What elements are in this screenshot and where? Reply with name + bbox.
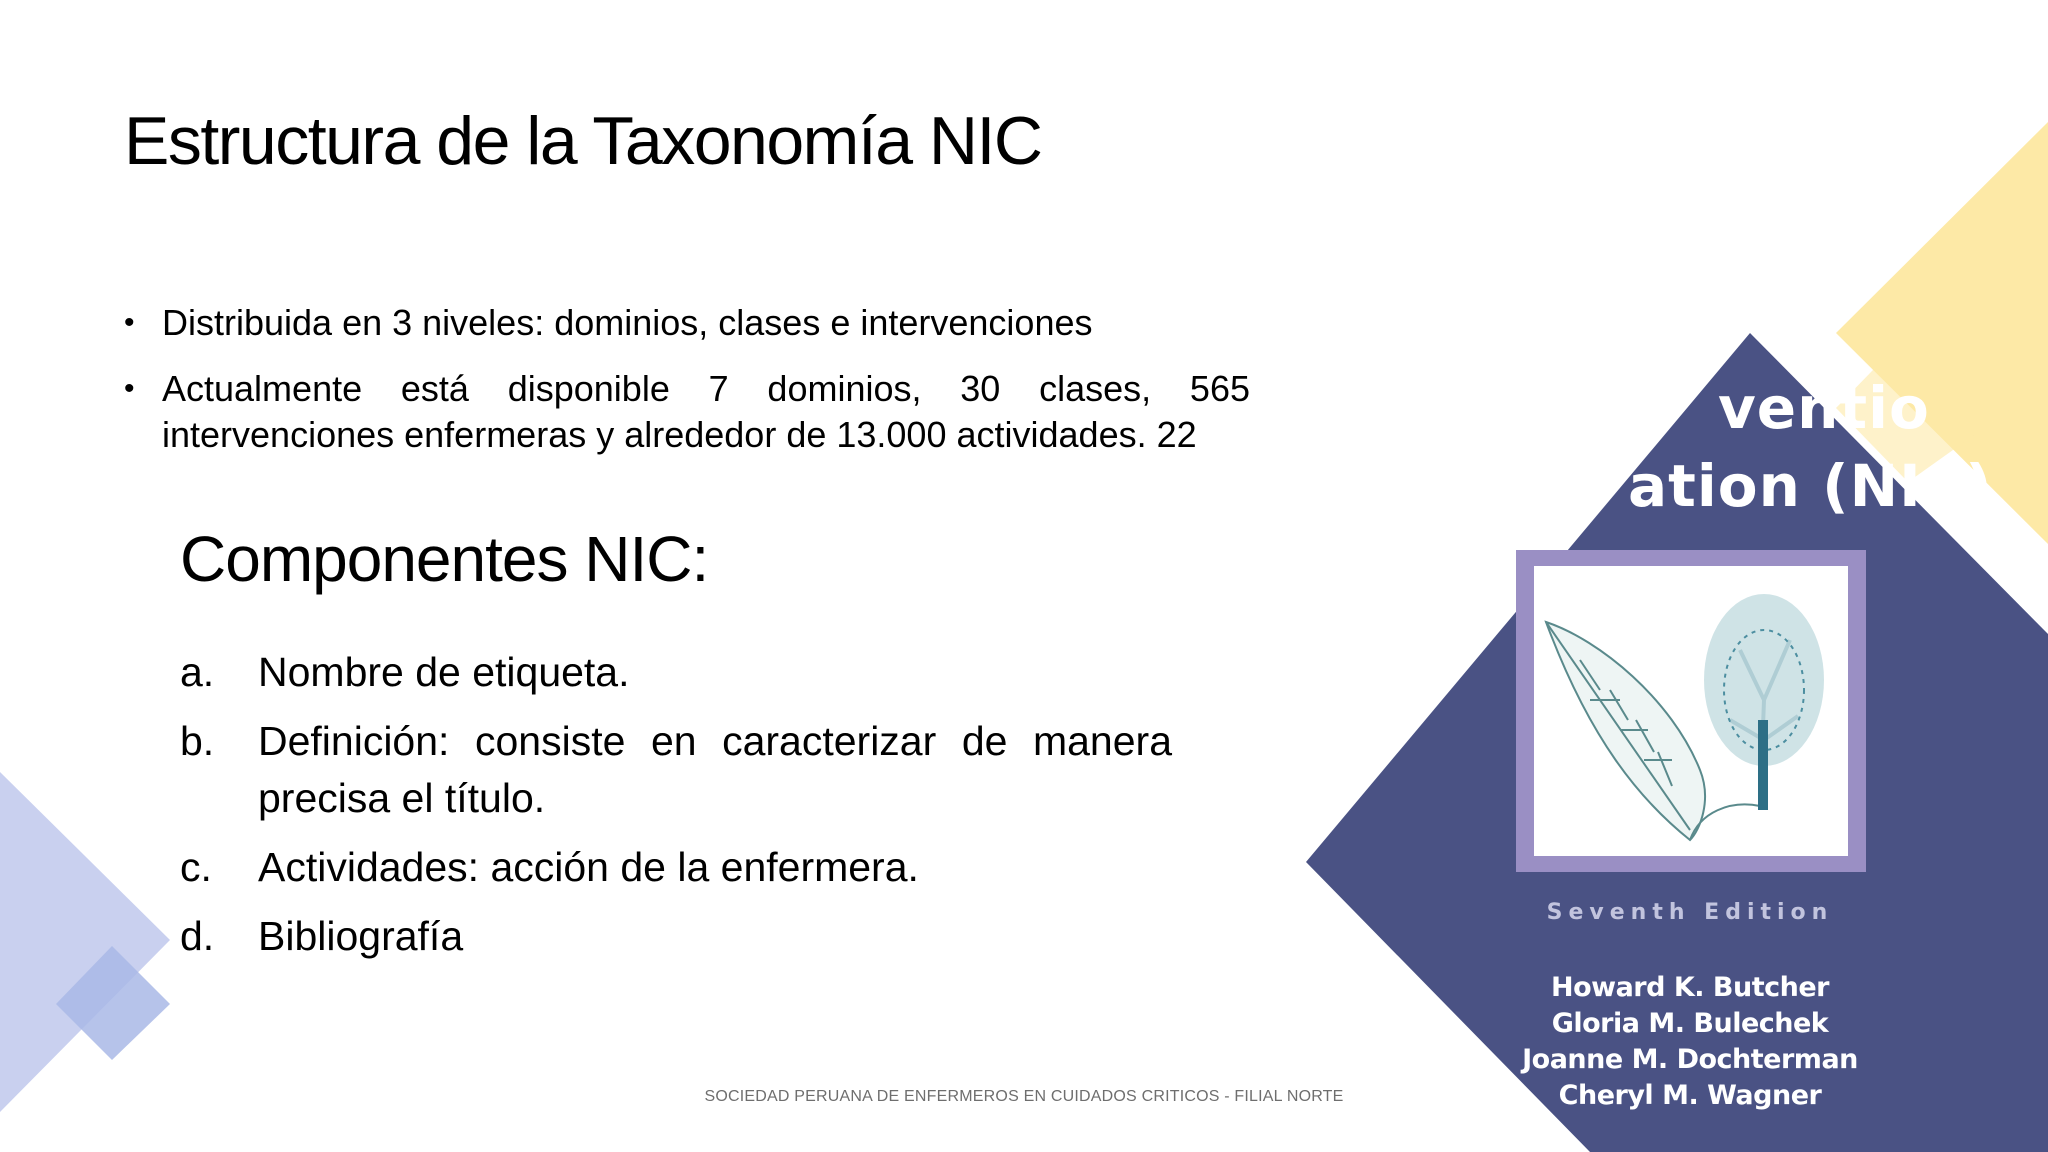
component-marker: a.	[180, 649, 215, 695]
component-text: Nombre de etiqueta.	[258, 649, 630, 695]
component-marker: c.	[180, 844, 212, 890]
component-marker: d.	[180, 913, 215, 959]
cover-author: Howard K. Butcher	[1551, 972, 1829, 1003]
component-text: Bibliografía	[258, 913, 464, 959]
cover-edition: Seventh Edition	[1546, 900, 1834, 925]
lavender-triangle-deco	[0, 772, 170, 1112]
component-item	[180, 644, 1172, 701]
cover-title-line-2: ation (NIC)	[1628, 452, 1993, 520]
component-item	[180, 713, 1172, 827]
bullet-item: • Actualmente está disponible 7 dominios, 30 clases, 565 intervenciones enfermeras y alrededor de 13.000 actividades. 22	[124, 366, 1250, 458]
cover-author: Joanne M. Dochterman	[1522, 1044, 1858, 1075]
component-item	[180, 908, 1172, 965]
component-marker: b.	[180, 718, 215, 764]
component-item	[180, 839, 1172, 896]
component-text: Actividades: acción de la enfermera.	[258, 844, 919, 890]
bullet-list	[124, 300, 1250, 478]
component-text: Definición: consiste en caracterizar de manera precisa el título.	[258, 718, 1172, 821]
slide-footer: SOCIEDAD PERUANA DE ENFERMEROS EN CUIDADOS CRITICOS - FILIAL NORTE	[704, 1088, 1344, 1105]
components-list	[180, 644, 1172, 977]
slide-title: Estructura de la Taxonomía NIC	[124, 103, 1042, 179]
cover-author: Cheryl M. Wagner	[1558, 1080, 1822, 1111]
bullet-item: • Distribuida en 3 niveles: dominios, clases e intervenciones	[124, 300, 1250, 346]
cover-author: Gloria M. Bulechek	[1551, 1008, 1829, 1039]
cover-title-line-1: ventio	[1718, 374, 1930, 442]
components-title: Componentes NIC:	[180, 523, 709, 595]
